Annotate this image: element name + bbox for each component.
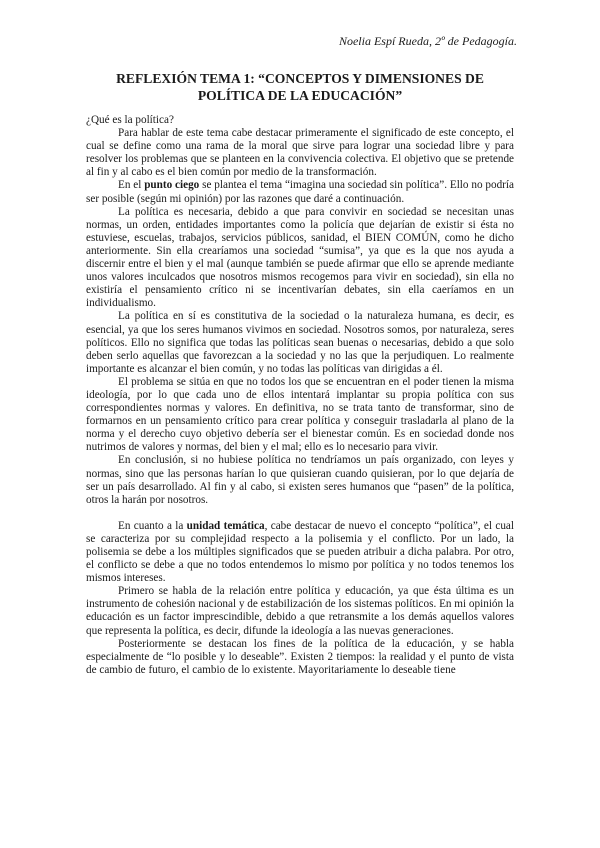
paragraph-4: La política en sí es constitutiva de la sociedad o la naturaleza humana, es decir, es esencial, ya que los seres humanos vivimos en sociedad. Nosotros somos, por naturaleza, seres políticos. Ello no significa que todas las políticas sean buenas o necesarias, debido a que solo deben serlo aquellas que favorezcan a la sociedad y no las que la perjudiquen. Lo realmente importante es alcanzar el bien común, y no todas las políticas van dirigidas a él. — [86, 310, 514, 375]
title-line-1: REFLEXIÓN TEMA 1: “CONCEPTOS Y DIMENSIONES DE — [116, 71, 484, 86]
paragraph-7-rest: , cabe destacar de nuevo el concepto “política”, el cual se caracteriza por su complejidad respecto a la polisemia y el conflicto. Por un lado, la polisemia se debe a los múltiples significados que se pueden atribuir a dicha palabra. Por otro, el conflicto se debe a que no todos entendemos lo mismo por política y no todos tenemos los mismos intereses. — [86, 519, 514, 585]
author-header: Noelia Espí Rueda, 2º de Pedagogía. — [338, 34, 517, 48]
paragraph-2-rest: se plantea el tema “imagina una sociedad sin política”. Ello no podría ser posible (según mi opinión) por las razones que daré a continuación. — [86, 179, 514, 205]
paragraph-2 — [86, 179, 514, 205]
paragraph-6: En conclusión, si no hubiese política no tendríamos un país organizado, con leyes y normas, sino que las personas harían lo que quisieran cuando quisieran, por lo que dejaría de ser un país desarrollado. Al fin y al cabo, si existen seres humanos que “pasen” de la política, otros la harán por nosotros. — [86, 454, 514, 506]
document-body — [86, 114, 514, 677]
question-heading: ¿Qué es la política? — [86, 114, 174, 126]
paragraph-3: La política es necesaria, debido a que para convivir en sociedad se necesitan unas normas, un orden, entidades importantes como la policía que dejarían de existir si ésta no estuviese, escuelas, trabajos, servicios públicos, sanidad, el BIEN COMÚN, como he dicho anteriormente. Sin ella crearíamos una sociedad “sumisa”, ya que es la que nos ayuda a discernir entre el bien y el mal (aunque también se puede afirmar que ello se aprende mediante unos valores inculcados que nosotros mismos recogemos para vivir en sociedad), sin ella no existiría el pensamiento crítico ni se incentivarían debates, sin ella caeríamos en un individualismo. — [86, 205, 514, 310]
paragraph-7 — [86, 520, 514, 585]
paragraph-8: Primero se habla de la relación entre política y educación, ya que ésta última es un instrumento de cohesión nacional y de estabilización de los sistemas políticos. En mi opinión la educación es un factor imprescindible, debido a que retransmite a los demás aquellos valores que representa la política, es decir, difunde la ideología a las nuevas generaciones. — [86, 585, 514, 637]
paragraph-1: Para hablar de este tema cabe destacar primeramente el significado de este concepto, el cual se define como una rama de la moral que sirve para lograr una sociedad libre y para resolver los problemas que se planteen en la convivencia colectiva. El objetivo que se pretende al fin y al cabo es el bien común por medio de la transformación. — [86, 127, 514, 179]
punto-ciego-bold: punto ciego — [144, 179, 200, 192]
paragraph-5: El problema se sitúa en que no todos los que se encuentran en el poder tienen la misma ideología, por lo que cada uno de ellos intentará implantar su propia política con sus correspondientes normas y valores. En definitiva, no se trata tanto de transformar, sino de formarnos en un pensamiento crítico para crear política y conseguir trasladarla al plano de la norma y el derecho cuyo objetivo debería ser el bienestar común. Es en sociedad donde nos nutrimos de valores y normas, del bien y el mal; ello es lo necesario para vivir. — [86, 375, 514, 454]
unidad-tematica-bold: unidad temática — [186, 519, 265, 532]
paragraph-9: Posteriormente se destacan los fines de la política de la educación, y se habla especialmente de “lo posible y lo deseable”. Existen 2 tiempos: la realidad y el punto de vista de cambio de futuro, el cambio de lo existente. Mayoritariamente lo deseable tiene — [86, 637, 514, 676]
paragraph-2-start: En el — [118, 179, 145, 192]
title-line-2: POLÍTICA DE LA EDUCACIÓN” — [197, 88, 403, 103]
document-title — [0, 70, 600, 104]
paragraph-7-start: En cuanto a la — [118, 519, 187, 532]
